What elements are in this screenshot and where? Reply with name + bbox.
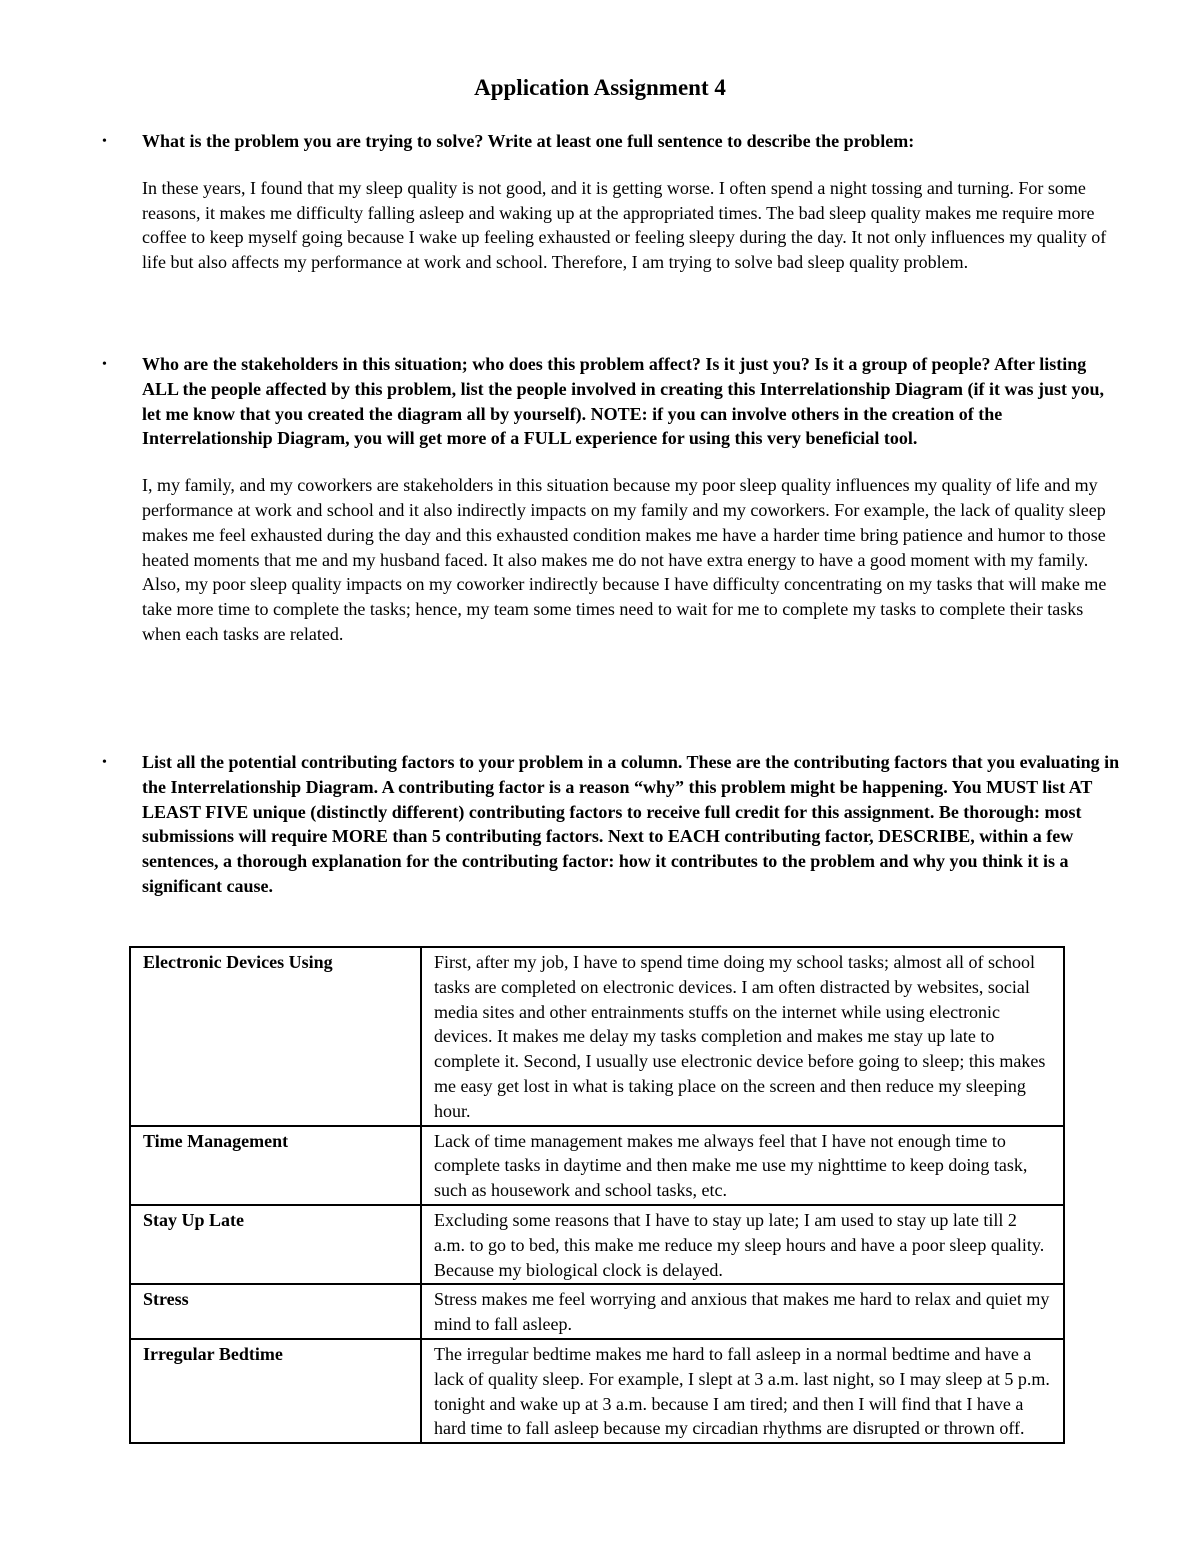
factor-name-cell: Electronic Devices Using: [130, 947, 421, 1126]
factor-name-cell: Time Management: [130, 1126, 421, 1205]
factors-section: [102, 750, 1122, 899]
table-row: [130, 1284, 1064, 1339]
bullet-icon: •: [102, 755, 107, 770]
problem-question: What is the problem you are trying to solve? Write at least one full sentence to describe the problem:: [142, 131, 915, 151]
factor-description-cell: Lack of time management makes me always feel that I have not enough time to complete tasks in daytime and then make me use my nighttime to keep doing task, such as housework and school tasks, etc.: [421, 1126, 1064, 1205]
factor-name-cell: Irregular Bedtime: [130, 1339, 421, 1443]
stakeholders-section: [102, 352, 1122, 647]
table-row: [130, 1126, 1064, 1205]
table-row: [130, 947, 1064, 1126]
factor-description-cell: First, after my job, I have to spend time doing my school tasks; almost all of school tasks are completed on electronic devices. I am often distracted by websites, social media sites and other entrainments stuffs on the internet while using electronic devices. It makes me delay my tasks completion and makes me stay up late to complete it. Second, I usually use electronic device before going to sleep; this makes me easy get lost in what is taking place on the screen and then reduce my sleeping hour.: [421, 947, 1064, 1126]
stakeholders-question: Who are the stakeholders in this situation; who does this problem affect? Is it just you? Is it a group of people? After listing ALL the people affected by this problem, list the people involved in creating this Interrelationship Diagram (if it was just you, let me know that you created the diagram all by yourself). NOTE: if you can involve others in the creation of the Interrelationship Diagram, you will get more of a FULL experience for using this very beneficial tool.: [142, 354, 1105, 449]
table-row: [130, 1205, 1064, 1284]
bullet-icon: •: [102, 134, 107, 149]
table-row: [130, 1339, 1064, 1443]
factor-description-cell: Excluding some reasons that I have to stay up late; I am used to stay up late till 2 a.m. to go to bed, this make me reduce my sleep hours and have a poor sleep quality. Because my biological clock is delayed.: [421, 1205, 1064, 1284]
problem-answer: In these years, I found that my sleep quality is not good, and it is getting worse. I often spend a night tossing and turning. For some reasons, it makes me difficulty falling asleep and waking up at the appropriated times. The bad sleep quality makes me require more coffee to keep myself going because I wake up feeling exhausted or feeling sleepy during the day. It not only influences my quality of life but also affects my performance at work and school. Therefore, I am trying to solve bad sleep quality problem.: [142, 177, 1107, 273]
factor-description-cell: Stress makes me feel worrying and anxious that makes me hard to relax and quiet my mind to fall asleep.: [421, 1284, 1064, 1339]
factor-name-cell: Stress: [130, 1284, 421, 1339]
stakeholders-answer: I, my family, and my coworkers are stakeholders in this situation because my poor sleep quality influences my quality of life and my performance at work and school and it also indirectly impacts on my family and my coworkers. For example, the lack of quality sleep makes me feel exhausted during the day and this exhausted condition makes me have a harder time bring patience and humor to those heated moments that me and my husband faced. It also makes me do not have extra energy to have a good moment with my family. Also, my poor sleep quality impacts on my coworker indirectly because I have difficulty concentrating on my tasks that will make me take more time to complete the tasks; hence, my team some times need to wait for me to complete my tasks to complete their tasks when each tasks are related.: [142, 475, 1107, 644]
factors-question: List all the potential contributing factors to your problem in a column. These are the contributing factors that you evaluating in the Interrelationship Diagram. A contributing factor is a reason “why” this problem might be happening. You MUST list AT LEAST FIVE unique (distinctly different) contributing factors to receive full credit for this assignment. Be thorough: most submissions will require MORE than 5 contributing factors. Next to EACH contributing factor, DESCRIBE, within a few sentences, a thorough explanation for the contributing factor: how it contributes to the problem and why you think it is a significant cause.: [142, 752, 1120, 896]
factor-name-cell: Stay Up Late: [130, 1205, 421, 1284]
problem-section: [102, 129, 1122, 275]
document-title: Application Assignment 4: [474, 75, 726, 100]
bullet-icon: •: [102, 357, 107, 372]
contributing-factors-table: [129, 946, 1065, 1444]
factor-description-cell: The irregular bedtime makes me hard to fall asleep in a normal bedtime and have a lack of quality sleep. For example, I slept at 3 a.m. last night, so I may sleep at 5 p.m. tonight and wake up at 3 a.m. because I am tired; and then I will find that I have a hard time to fall asleep because my circadian rhythms are disrupted or thrown off.: [421, 1339, 1064, 1443]
